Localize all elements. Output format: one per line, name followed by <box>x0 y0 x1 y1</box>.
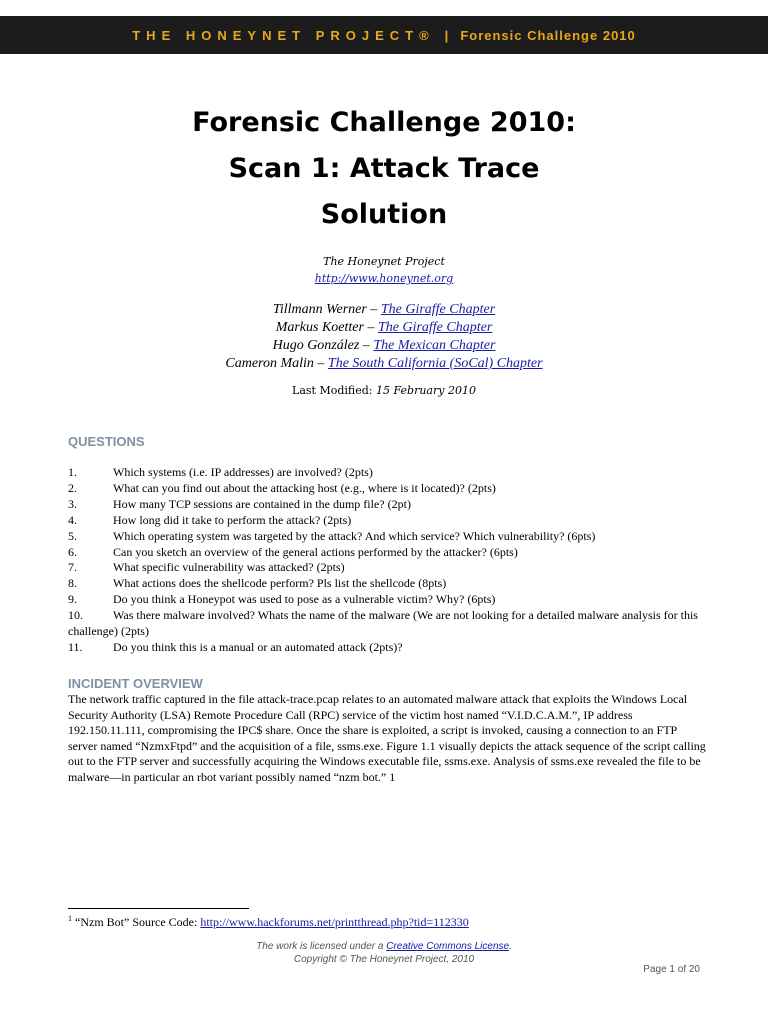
license-block: The work is licensed under a Creative Commons License. Copyright © The Honeynet Project, 2010 <box>0 940 768 966</box>
document-title <box>0 100 768 238</box>
banner-separator: | <box>444 27 449 43</box>
incident-paragraph: The network traffic captured in the file attack-trace.pcap relates to an automated malware attack that exploits the Windows Local Security Authority (LSA) Remote Procedure Call (RPC) service of the victim host named “V.I.D.C.A.M.”, IP address 192.150.11.111, compromising the IPC$ share. Once the share is exploited, a script is invoked, causing a connection to an FTP server named “NzmxFtpd” and the acquisition of a file, ssms.exe. Figure 1.1 visually depicts the attack sequence of the script calling out to the FTP server and successfully acquiring the Windows executable file, ssms.exe. Analysis of ssms.exe revealed the file to be malware—in particular an rbot variant possibly named “nzm bot.” 1 <box>68 692 706 784</box>
creative-commons-link[interactable]: Creative Commons License <box>386 941 510 952</box>
author-line: Hugo González – The Mexican Chapter <box>272 338 496 353</box>
question-item: 3. How many TCP sessions are contained in the dump file? (2pt) <box>68 496 411 511</box>
chapter-link[interactable]: The Giraffe Chapter <box>380 302 496 317</box>
question-item: 5. Which operating system was targeted by the attack? And which service? Which vulnerability? (6pts) <box>68 528 596 543</box>
banner-subtitle: Forensic Challenge 2010 <box>460 27 636 43</box>
organization <box>0 253 768 287</box>
author-line: Tillmann Werner – The Giraffe Chapter <box>272 302 496 317</box>
header-banner <box>0 16 768 54</box>
question-item: 7. What specific vulnerability was attacked? (2pts) <box>68 560 345 575</box>
question-item: 6. Can you sketch an overview of the general actions performed by the attacker? (6pts) <box>68 544 518 559</box>
question-item: 11. Do you think this is a manual or an automated attack (2pts)? <box>68 639 403 654</box>
incident-heading: INCIDENT OVERVIEW <box>68 676 203 691</box>
title-line-2: Scan 1: Attack Trace <box>228 153 540 184</box>
chapter-link[interactable]: The Giraffe Chapter <box>377 320 493 335</box>
modified-date: 15 February 2010 <box>376 384 476 397</box>
org-url-link[interactable]: http://www.honeynet.org <box>314 272 454 285</box>
chapter-link[interactable]: The South California (SoCal) Chapter <box>327 356 543 371</box>
author-list <box>0 301 768 373</box>
last-modified <box>0 384 768 397</box>
question-item: 1. Which systems (i.e. IP addresses) are involved? (2pts) <box>68 465 373 479</box>
author-line: Markus Koetter – The Giraffe Chapter <box>275 320 493 335</box>
questions-heading: QUESTIONS <box>68 434 145 449</box>
author-line: Cameron Malin – The South California (SoCal) Chapter <box>225 356 543 371</box>
footnote <box>68 914 469 930</box>
question-item: 10. Was there malware involved? Whats the name of the malware (We are not looking for a detailed malware analysis for this challenge) (2pts) <box>68 608 698 639</box>
question-item: 4. How long did it take to perform the attack? (2pts) <box>68 512 352 527</box>
footnote-marker: 1 <box>68 914 72 923</box>
footnote-divider <box>68 908 249 909</box>
org-name: The Honeynet Project <box>323 255 445 268</box>
title-line-3: Solution <box>320 199 448 230</box>
copyright: Copyright © The Honeynet Project, 2010 <box>293 954 475 965</box>
modified-label: Last Modified: <box>292 384 376 397</box>
chapter-link[interactable]: The Mexican Chapter <box>373 338 496 353</box>
banner-org: THE HONEYNET PROJECT® <box>132 27 435 43</box>
question-item: 9. Do you think a Honeypot was used to pose as a vulnerable victim? Why? (6pts) <box>68 592 496 607</box>
page-number: Page 1 of 20 <box>643 964 700 975</box>
footnote-link[interactable]: http://www.hackforums.net/printthread.php?tid=112330 <box>200 915 469 929</box>
questions-list <box>68 465 708 656</box>
title-line-1: Forensic Challenge 2010: <box>192 107 576 138</box>
footnote-text: “Nzm Bot” Source Code: <box>72 915 201 929</box>
question-item: 8. What actions does the shellcode perform? Pls list the shellcode (8pts) <box>68 576 447 591</box>
question-item: 2. What can you find out about the attacking host (e.g., where is it located)? (2pts) <box>68 480 496 495</box>
